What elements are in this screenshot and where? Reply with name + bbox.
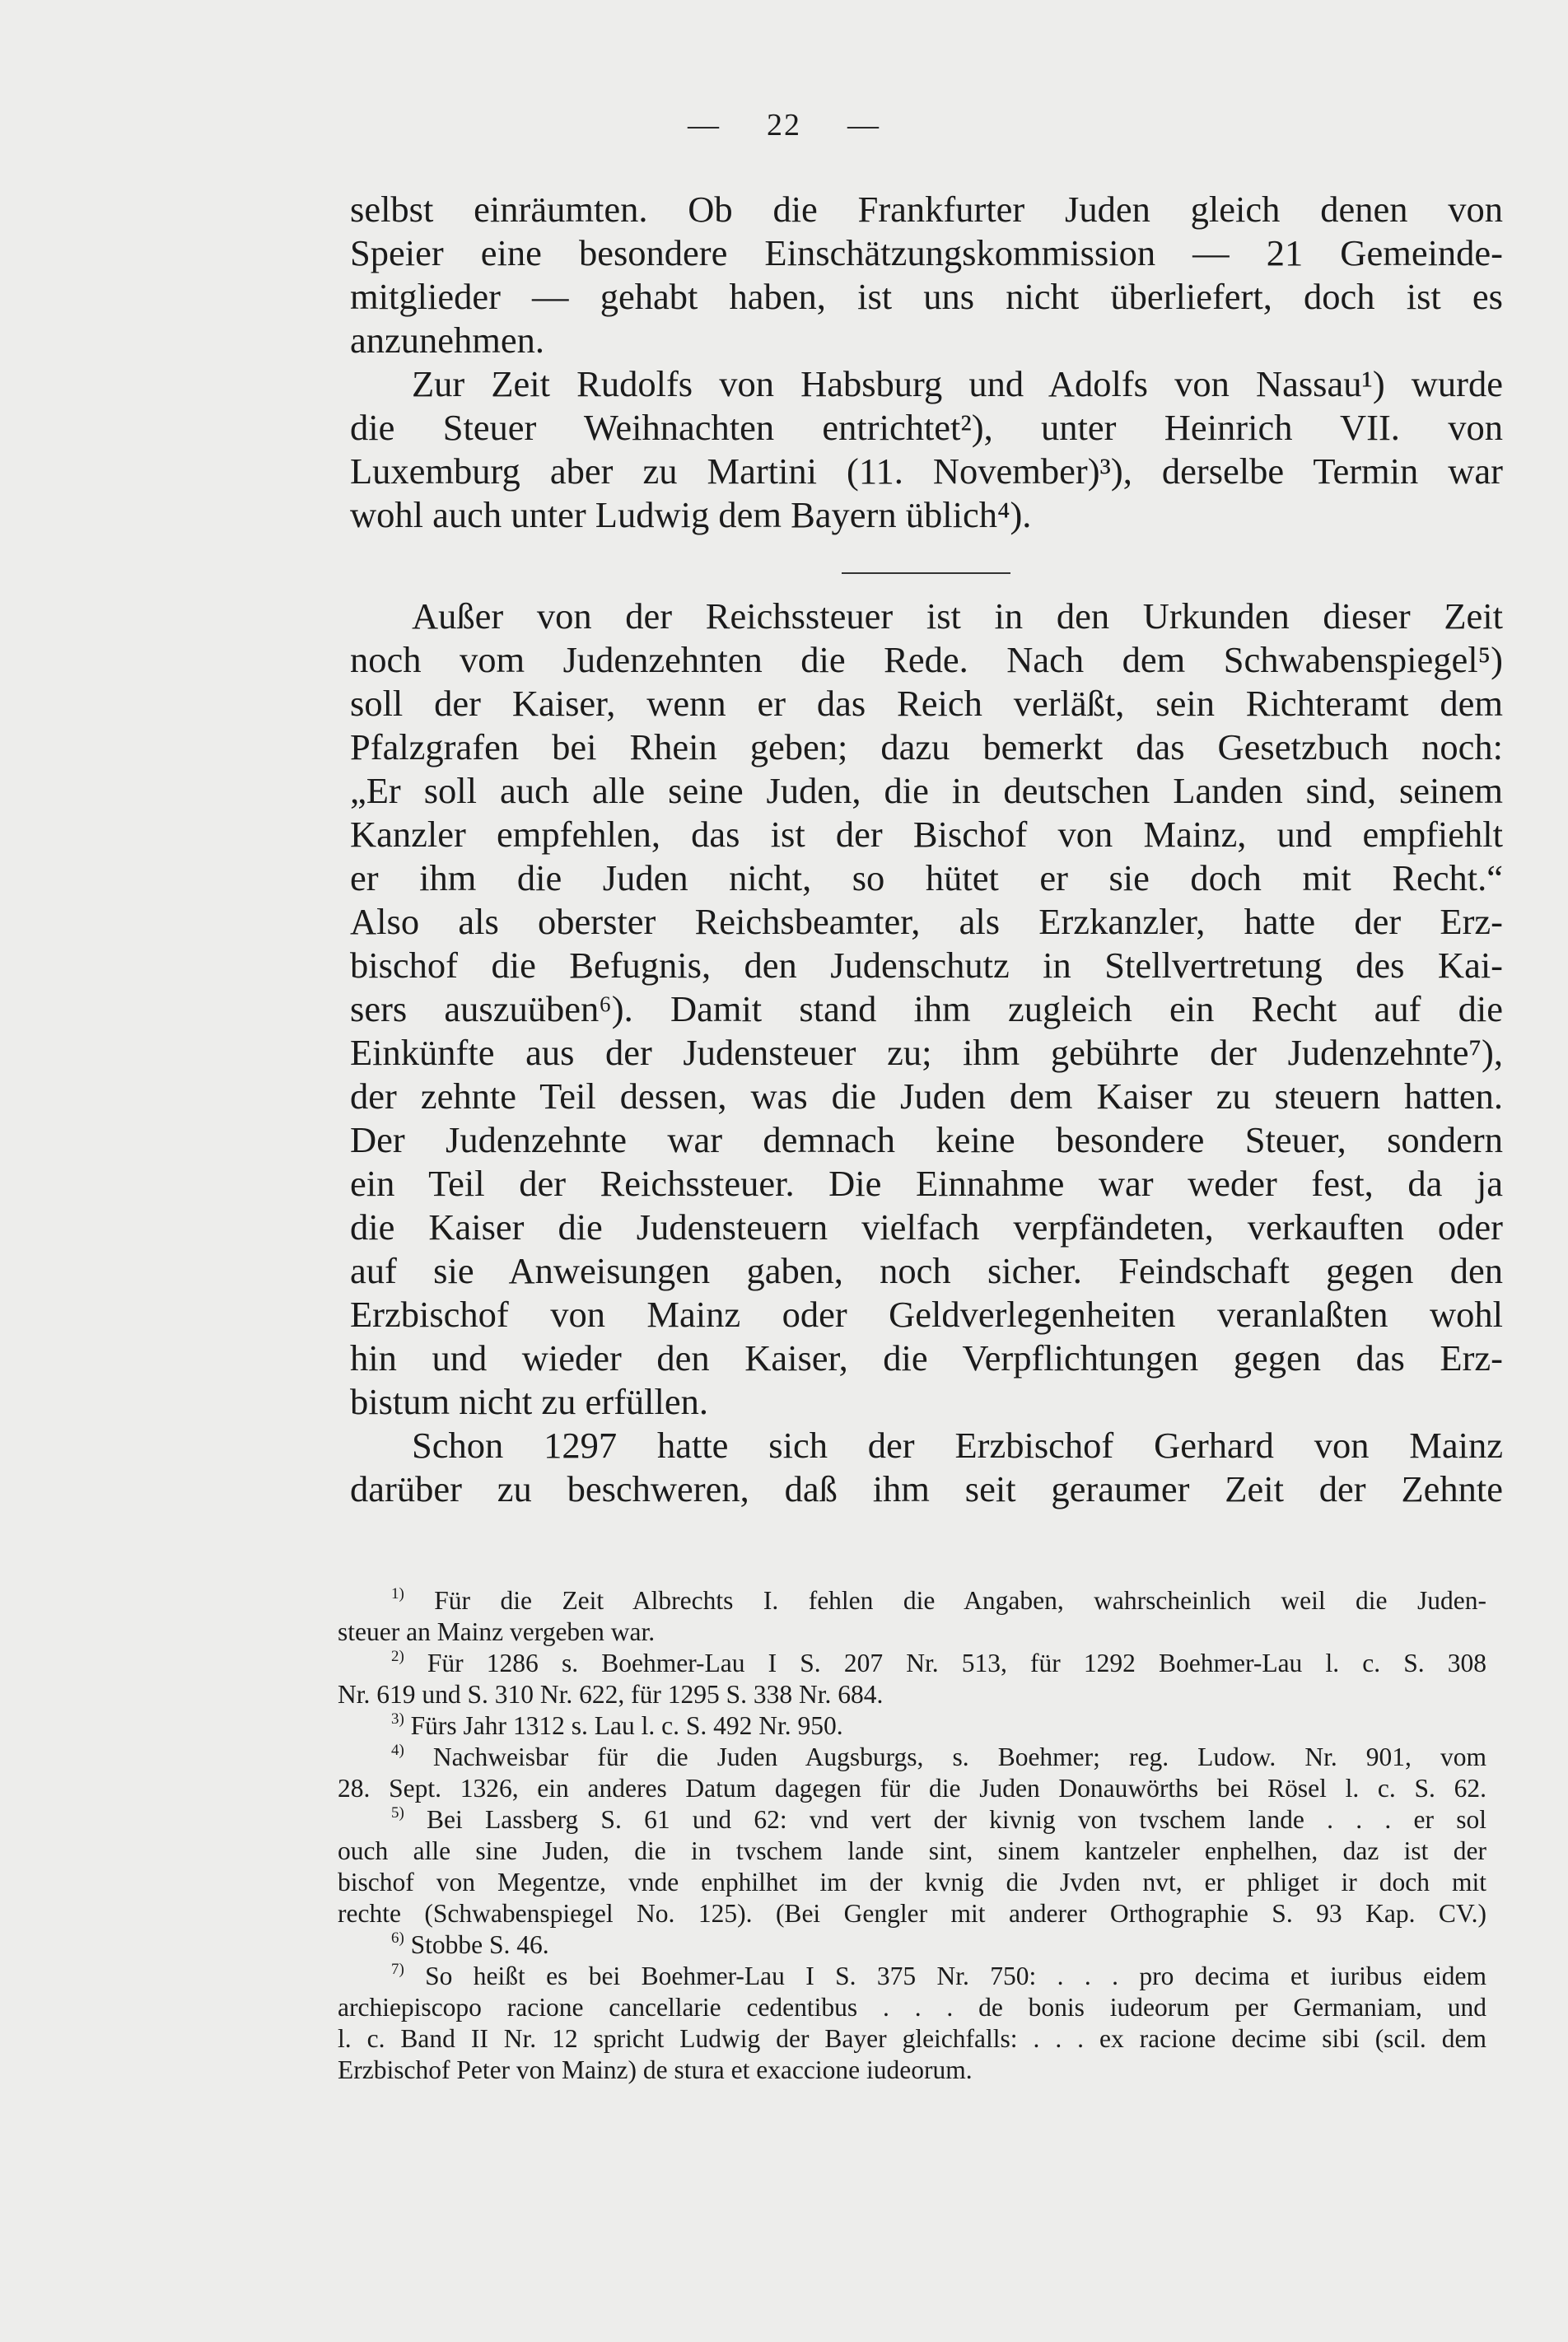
text-line: Außer von der Reichssteuer ist in den Urkunden dieser Zeit — [412, 595, 1503, 637]
footnote-mark: 6) — [391, 1929, 404, 1947]
footnote-line: Nr. 619 und S. 310 Nr. 622, für 1295 S. 338 Nr. 684. — [338, 1680, 884, 1709]
footnote-line: ouch alle sine Juden, die in tvschem lande sint, sinem kantzeler enphelhen, daz ist der — [338, 1836, 1486, 1865]
footnote-line: $^{2)}$ Für 1286 s. Boehmer-Lau I S. 207 Nr. 513, für 1292 Boehmer-Lau l. c. S. 308 — [391, 1647, 1487, 1677]
text-line: bistum nicht zu erfüllen. — [350, 1381, 709, 1422]
text-line: Einkünfte aus der Judensteuer zu; ihm gebührte der Judenzehnte⁷), — [350, 1032, 1503, 1073]
text-line: die Kaiser die Judensteuern vielfach verpfändeten, verkauften oder — [350, 1206, 1503, 1248]
footnote-line: $^{6)}$ Stobbe S. 46. — [391, 1929, 549, 1959]
text-line: „Er soll auch alle seine Juden, die in deutschen Landen sind, seinem — [350, 770, 1503, 811]
footnote-line: $^{5)}$ Bei Lassberg S. 61 und 62: vnd vert der kivnig von tvschem lande . . . er sol — [391, 1803, 1486, 1834]
footnote-mark: 3) — [391, 1710, 404, 1728]
text-line: Pfalzgrafen bei Rhein geben; dazu bemerkt das Gesetzbuch noch: — [350, 726, 1503, 767]
text-line: sers auszuüben⁶). Damit stand ihm zugleich ein Recht auf die — [350, 988, 1503, 1029]
page-number: — 22 — — [688, 108, 880, 142]
text-line: Erzbischof von Mainz oder Geldverlegenheiten veranlaßten wohl — [350, 1294, 1503, 1335]
main-text-upper — [350, 188, 1503, 537]
text-line: mitglieder — gehabt haben, ist uns nicht überliefert, doch ist es — [350, 276, 1503, 317]
footnote-line: steuer an Mainz vergeben war. — [338, 1617, 656, 1646]
text-line: er ihm die Juden nicht, so hütet er sie doch mit Recht.“ — [350, 857, 1503, 898]
footnote-line: Erzbischof Peter von Mainz) de stura et exaccione iudeorum. — [338, 2055, 973, 2084]
footnote-mark: 1) — [391, 1584, 404, 1603]
footnote-line: $^{1)}$ Für die Zeit Albrechts I. fehlen die Angaben, wahrscheinlich weil die Juden- — [391, 1584, 1486, 1615]
text-line: hin und wieder den Kaiser, die Verpflichtungen gegen das Erz- — [350, 1337, 1503, 1379]
text-line: Schon 1297 hatte sich der Erzbischof Gerhard von Mainz — [412, 1425, 1503, 1466]
footnote-line: archiepiscopo racione cancellarie cedentibus . . . de bonis iudeorum per Germaniam, und — [338, 1993, 1486, 2022]
text-line: Kanzler empfehlen, das ist der Bischof von Mainz, und empfiehlt — [350, 814, 1503, 855]
footnote-mark: 5) — [391, 1803, 404, 1822]
text-line: Speier eine besondere Einschätzungskommission — 21 Gemeinde- — [350, 232, 1503, 273]
text-line: wohl auch unter Ludwig dem Bayern üblich⁴). — [350, 494, 1032, 535]
text-line: soll der Kaiser, wenn er das Reich verläßt, sein Richteramt dem — [350, 683, 1503, 724]
text-line: Luxemburg aber zu Martini (11. November)³), derselbe Termin war — [350, 450, 1503, 492]
footnote-line: rechte (Schwabenspiegel No. 125). (Bei Gengler mit anderer Orthographie S. 93 Kap. CV.) — [338, 1899, 1486, 1928]
main-text-lower — [350, 595, 1503, 1511]
footnotes — [338, 1585, 1486, 2086]
text-line: Zur Zeit Rudolfs von Habsburg und Adolfs von Nassau¹) wurde — [412, 363, 1503, 404]
text-line: selbst einräumten. Ob die Frankfurter Juden gleich denen von — [350, 189, 1503, 230]
text-line: Der Judenzehnte war demnach keine besondere Steuer, sondern — [350, 1119, 1503, 1160]
text-line: noch vom Judenzehnten die Rede. Nach dem Schwabenspiegel⁵) — [350, 639, 1503, 680]
footnote-line: $^{4)}$ Nachweisbar für die Juden Augsburgs, s. Boehmer; reg. Ludow. Nr. 901, vom — [391, 1741, 1487, 1771]
footnote-line: $^{3)}$ Fürs Jahr 1312 s. Lau l. c. S. 492 Nr. 950. — [391, 1710, 843, 1740]
footnote-line: 28. Sept. 1326, ein anderes Datum dagegen für die Juden Donauwörths bei Rösel l. c. S. 62. — [338, 1774, 1486, 1803]
text-line: darüber zu beschweren, daß ihm seit geraumer Zeit der Zehnte — [350, 1468, 1503, 1509]
text-line: der zehnte Teil dessen, was die Juden dem Kaiser zu steuern hatten. — [350, 1075, 1503, 1117]
section-divider — [842, 572, 1010, 574]
text-line: anzunehmen. — [350, 320, 544, 361]
text-line: bischof die Befugnis, den Judenschutz in Stellvertretung des Kai- — [350, 945, 1503, 986]
text-line: die Steuer Weihnachten entrichtet²), unter Heinrich VII. von — [350, 407, 1503, 448]
footnote-mark: 2) — [391, 1647, 404, 1665]
footnote-line: $^{7)}$ So heißt es bei Boehmer-Lau I S. 375 Nr. 750: . . . pro decima et iuribus eidem — [391, 1960, 1487, 1990]
footnote-line: bischof von Megentze, vnde enphilhet im der kvnig die Jvden nvt, er phliget ir doch mit — [338, 1868, 1486, 1896]
text-line: Also als oberster Reichsbeamter, als Erzkanzler, hatte der Erz- — [350, 901, 1503, 942]
text-line: ein Teil der Reichssteuer. Die Einnahme war weder fest, da ja — [350, 1163, 1503, 1204]
footnote-line: l. c. Band II Nr. 12 spricht Ludwig der Bayer gleichfalls: . . . ex racione decime sibi (scil. dem — [338, 2024, 1486, 2053]
footnote-mark: 4) — [391, 1741, 404, 1759]
text-line: auf sie Anweisungen gaben, noch sicher. Feindschaft gegen den — [350, 1250, 1503, 1291]
footnote-mark: 7) — [391, 1960, 404, 1978]
